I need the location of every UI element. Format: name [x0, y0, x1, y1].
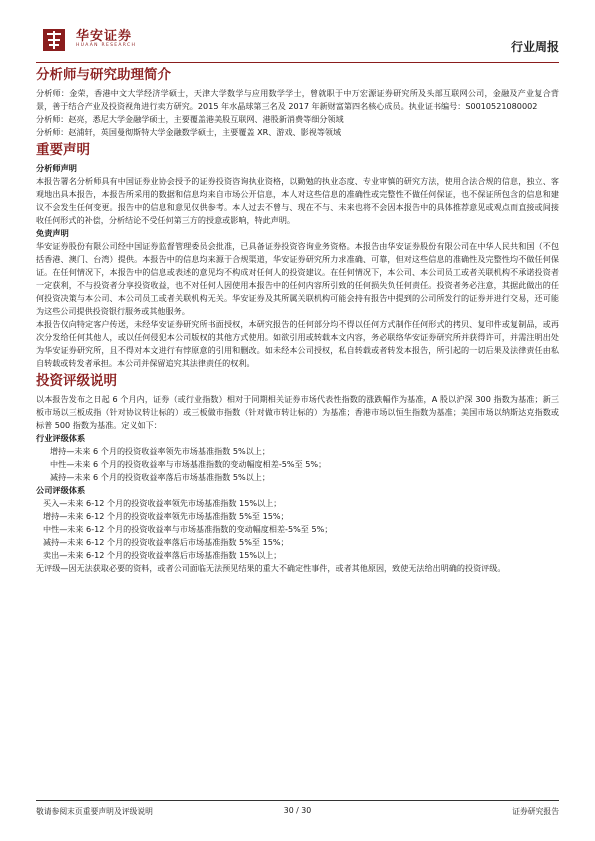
- disclaimer-text: 华安证券股份有限公司经中国证券监督管理委员会批准，已具备证券投资咨询业务资格。本报告由华安证券股份有限公司在中华人民共和国（不包括香港、澳门、台湾）提供。本报告中的信息均来源于合规渠道，华安证券研究所力求准确、可靠，但对这些信息的准确性及完整性均不做任何保证。在任何情况下，本报告中的信息或表述的意见均不构成对任何人的投资建议。在任何情况下，本公司、本公司员工或者关联机构不承诺投资者一定获利，不与投资者分享投资收益，也不对任何人因使用本报告中的任何内容所引致的任何损失负任何责任。投资者务必注意，其据此做出的任何投资决策与本公司、本公司员工或者关联机构无关。华安证券及其所属关联机构可能会持有报告中提到的公司所发行的证券并进行交易，还可能为这些公司提供投资银行服务或其他服务。: [36, 241, 559, 316]
- company-rating-item: 买入—未来 6-12 个月的投资收益率领先市场基准指数 15%以上；: [43, 498, 282, 508]
- analyst-declaration-title: 分析师声明: [36, 163, 77, 173]
- company-rating-item: 卖出—未来 6-12 个月的投资收益率落后市场基准指数 15%以上；: [43, 550, 282, 560]
- page-header: [36, 22, 559, 63]
- logo-mark-icon: [42, 28, 66, 52]
- analyst-section-title: 分析师与研究助理简介: [36, 67, 171, 83]
- logo-english: HUAAN RESEARCH: [76, 43, 137, 48]
- company-logo: [36, 24, 156, 58]
- page-number: 30 / 30: [283, 806, 312, 815]
- industry-rating-item: 减持—未来 6 个月的投资收益率落后市场基准指数 5%以上；: [50, 472, 270, 482]
- footer-report-label: 证券研究报告: [512, 807, 559, 816]
- report-type: 行业周报: [510, 40, 559, 54]
- company-rating-item: 增持—未来 6-12 个月的投资收益率领先市场基准指数 5%至 15%；: [43, 511, 289, 521]
- rating-section-title: 投资评级说明: [36, 373, 117, 389]
- analyst-bio-zhaoliang: 分析师：赵亮，悉尼大学金融学硕士，主要覆盖港美股互联网、港股新消费等细分领域: [36, 114, 344, 124]
- no-rating-text: 无评级—因无法获取必要的资料，或者公司面临无法预见结果的重大不确定性事件，或者其他原因，致使无法给出明确的投资评级。: [36, 563, 506, 573]
- copyright-text: 本报告仅向特定客户传送，未经华安证券研究所书面授权，本研究报告的任何部分均不得以任何方式制作任何形式的拷贝、复印件或复制品，或再次分发给任何其他人，或以任何侵犯本公司版权的其他方式使用。如欲引用或转载本文内容，务必联络华安证券研究所并获得许可，并需注明出处为华安证券研究所，且不得对本文进行有悖原意的引用和删改。如未经本公司授权，私自转载或者转发本报告，所引起的一切后果及法律责任由私自转载或转发者承担。本公司并保留追究其法律责任的权利。: [36, 319, 559, 368]
- logo-chinese: 华安证券: [76, 29, 133, 44]
- industry-rating-title: 行业评级体系: [36, 433, 86, 443]
- important-notice-title: 重要声明: [36, 142, 90, 158]
- company-rating-item: 中性—未来 6-12 个月的投资收益率与市场基准指数的变动幅度相差-5%至 5%；: [43, 524, 333, 534]
- industry-rating-item: 增持—未来 6 个月的投资收益率领先市场基准指数 5%以上；: [50, 446, 270, 456]
- analyst-bio-jinrong: 分析师：金荣，香港中文大学经济学硕士，天津大学数学与应用数学学士，曾就职于中万宏源证券研究所及头部互联网公司，金融及产业复合背景，善于结合产业及投资视角进行卖方研究。2015 年水晶球第三名及 2017 年新财富第四名核心成员。执业证书编号：S0010521080002: [36, 88, 559, 111]
- analyst-bio-zhaopuxuan: 分析师：赵浦轩，英国曼彻斯特大学金融数学硕士，主要覆盖 XR、游戏、影视等领域: [36, 127, 342, 137]
- page-content: [36, 66, 559, 575]
- analyst-declaration-text: 本报告署名分析师具有中国证券业协会授予的证券投资咨询执业资格，以勤勉的执业态度、专业审慎的研究方法，使用合法合规的信息，独立、客观地出具本报告，本报告所采用的数据和信息均来自市场公开信息，本人对这些信息的准确性或完整性不做任何保证，也不保证所包含的信息和建议不会发生任何变更。报告中的信息和意见仅供参考。本人过去不曾与、现在不与、未来也将不会因本报告中的具体推荐意见或观点而直接或间接收任何形式的补偿，分析结论不受任何第三方的授意或影响，特此声明。: [36, 176, 559, 225]
- page-footer: [36, 800, 559, 825]
- industry-rating-item: 中性—未来 6 个月的投资收益率与市场基准指数的变动幅度相差-5%至 5%；: [50, 459, 327, 469]
- rating-intro: 以本报告发布之日起 6 个月内，证券（或行业指数）相对于同期相关证券市场代表性指数的涨跌幅作为基准，A 股以沪深 300 指数为基准；新三板市场以三板成指（针对协议转让标的）或三板做市指数（针对做市转让标的）为基准；香港市场以恒生指数为基准；美国市场以纳斯达克指数或标普 500 指数为基准。定义如下：: [36, 394, 559, 430]
- company-rating-item: 减持—未来 6-12 个月的投资收益率落后市场基准指数 5%至 15%；: [43, 537, 289, 547]
- disclaimer-title: 免责声明: [36, 228, 69, 238]
- footer-note: 敬请参阅末页重要声明及评级说明: [36, 807, 153, 816]
- company-rating-title: 公司评级体系: [36, 485, 86, 495]
